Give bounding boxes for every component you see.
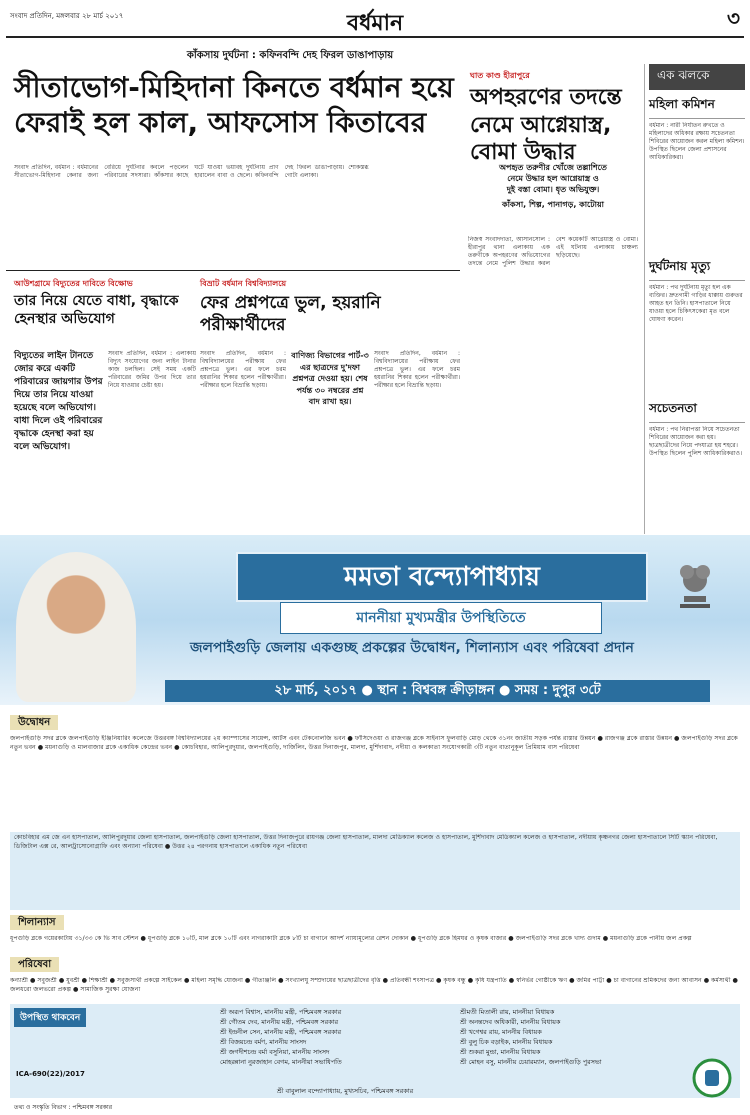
attendee: মোহরন্নানা নুরজাহান বেগম, মাননীয়া সভাধিপতি xyxy=(220,1057,342,1066)
sidebar-item xyxy=(649,258,745,394)
ad-tagline: জলপাইগুড়ি জেলায় একগুচ্ছ প্রকল্পের উদ্বোধন, শিলান্যাস এবং পরিষেবা প্রদান xyxy=(190,640,634,656)
sidebar-item xyxy=(649,400,745,536)
page-number: ৩ xyxy=(726,6,740,30)
biswa-bangla-logo-icon xyxy=(692,1058,732,1098)
story3-kicker: আউশগ্রামে বিদ্যুতের দাবিতে বিক্ষোভ xyxy=(14,279,133,288)
state-emblem-icon xyxy=(670,552,720,622)
story2-summary-line: নেমে উদ্ধার হল আগ্নেয়াস্ত্র ও xyxy=(507,174,599,184)
story2-body: নিজস্ব সংবাদদাতা, আসানসোল : হীরাপুর থানা এলাকায় এক তরুণীকে অপহরণের অভিযোগের তদন্তে নেমে পুলিশ উদ্ধার করল বেশ কয়েকটি আগ্নেয়াস্ত্র ও বোমা। এই ঘটনায় এলাকায় চাঞ্চল্য ছড়িয়েছে। xyxy=(468,236,638,268)
dept-credit: তথ্য ও সংস্কৃতি বিভাগ : পশ্চিমবঙ্গ সরকার xyxy=(14,1104,112,1111)
sidebar-title: এক ঝলকে xyxy=(649,64,745,90)
portrait-photo xyxy=(16,552,136,702)
ad-section-health xyxy=(10,832,740,910)
attendees-box xyxy=(10,1004,740,1098)
story4-headline: ফের প্রশ্নপত্রে ভুল, হয়রানি পরীক্ষার্থীদের xyxy=(200,293,381,336)
sidebar-item-body: বর্ধমান : নারী নির্যাতন রুখতে ও মহিলাদের অধিকার রক্ষায় সচেতনতা শিবিরের আয়োজন করল মহিলা কমিশন। উপস্থিত ছিলেন জেলা প্রশাসনের আধিকারিকরা। xyxy=(649,122,745,162)
attendee: শ্রীমতী মিতালী রায়, মাননীয়া বিধায়ক xyxy=(460,1008,555,1016)
story3-body: সংবাদ প্রতিদিন, বর্ধমান : এলাকায় বিদ্যুৎ সংযোগের জন্য লাইন টানার কাজ চলছিল। সেই সময় একটি পরিবারের জমির উপর দিয়ে তার নিয়ে যাওয়ার চেষ্টা হয়। xyxy=(108,350,196,390)
sidebar-item-head: দুর্ঘটনায় মৃত্যু xyxy=(649,258,745,281)
attendee: শ্রী খগেশ্বর রায়, মাননীয় বিধায়ক xyxy=(460,1027,542,1036)
story2-headline: অপহরণের তদন্তে নেমে আগ্নেয়াস্ত্র, বোমা উদ্ধার xyxy=(470,85,622,165)
sidebar xyxy=(644,64,745,534)
ad-section-inauguration xyxy=(10,710,740,835)
ica-code: ICA-690(22)/2017 xyxy=(16,1070,85,1078)
attendee: শ্রী বিজয়চন্দ্র বর্মণ, মাননীয় সাংসদ xyxy=(220,1037,307,1046)
story2-summary-line: অপহৃত তরুণীর খোঁজে তল্লাশিতে xyxy=(499,163,607,172)
section-body: জলপাইগুড়ি সদর ব্লকে জলপাইগুড়ি ইঞ্জিনিয়ারিং কলেজে উত্তরবঙ্গ বিশ্ববিদ্যালয়ের ২য় ক্যাম্পাসের সায়েন্স, আর্টস এবং টেকনোলজি ভবন ● ফাঁসিদেওয়া ও রাজগঞ্জ ব্লকে সাইনাস ফুলবাড়ি মোড় থেকে ৩১নং জাতীয় সড়ক পর্যন্ত রাস্তার উন্নয়ন ● রাজগঞ্জ ব্লকে রাস্তার উন্নয়ন ● জলপাইগুড়ি সদর ব্লকে নতুন ভবন ● ময়নাগুড়ি ও মালবাজার ব্লকে একাধিক কেন্দ্রের ভবন ● কোচবিহার, আলিপুরদুয়ার, জলপাইগুড়ি, দার্জিলিং, উত্তর দিনাজপুর, মালদা, মুর্শিদাবাদ, নদীয়া ও কলকাতা সংযোগকারী ৩টি নতুন বাতানুকূল প্রিমিয়াম বাস পরিষেবা xyxy=(10,735,738,751)
attendee: শ্রী বুলু চিক বড়াইক, মাননীয় বিধায়ক xyxy=(460,1037,553,1046)
section-body: ধূপগুড়ি ব্লকে গয়েরকাটায় ৩১/৩৩ কে ভি সাব স্টেশন ● ধূপগুড়ি ব্লকে ১০টি, মাল ব্লকে ১০টি এবং নাগরাকাটা ব্লকে ৮টি চা বাগানে আদর্শ ন্যায্যমূল্যের রেশন দোকান ● ধূপগুড়ি ব্লকে হিমঘর ও কৃষক বাজার ● জলপাইগুড়ি সদর ব্লকে খাদ্য গুদাম ● ময়নাগুড়ি ব্লকে পানীয় জল প্রকল্প xyxy=(10,935,692,942)
story4-callout: বাণিজ্য বিভাগের পার্ট-৩ এর ছাত্রদের দু'দফা প্রশ্নপত্র দেওয়া হয়। শেষ পর্যন্ত ৩০ নম্বরের প্রশ্ন বাদ রাখা হয়। xyxy=(291,351,369,407)
masthead: বর্ধমান xyxy=(346,11,404,36)
sidebar-item-head: সচেতনতা xyxy=(649,400,745,423)
section-label: পরিষেবা xyxy=(10,957,59,972)
mid-rule xyxy=(6,270,460,271)
section-body: কোচবিহার এম জে এন হাসপাতাল, আলিপুরদুয়ার জেলা হাসপাতাল, জলপাইগুড়ি জেলা হাসপাতাল, উত্তর দিনাজপুরে রায়গঞ্জ জেলা হাসপাতাল, মালদা মেডিক্যাল কলেজ ও হাসপাতাল, মুর্শিদাবাদ মেডিক্যাল কলেজ ও হাসপাতাল, নদীয়ায় কৃষ্ণনগর জেলা হাসপাতালে সিটি স্ক্যান পরিষেবা, ডিজিটাল এক্স রে, আলট্রাসোনোগ্রাফি এবং অন্যান্য পরিষেবা ● উত্তর ২৪ পরগনায় হাসপাতালে একাধিক নতুন পরিষেবা xyxy=(14,834,718,850)
sidebar-item-head: মহিলা কমিশন xyxy=(649,96,745,119)
header-date: সংবাদ প্রতিদিন, মঙ্গলবার ২৮ মার্চ ২০১৭ xyxy=(10,12,124,20)
story1-headline: সীতাভোগ-মিহিদানা কিনতে বর্ধমান হয়ে ফেরাই হল কাল, আফসোস কিতাবের xyxy=(14,71,454,139)
story1-kicker: কাঁকসায় দুর্ঘটনা : কফিনবন্দি দেহ ফিরল ডাঙাপাড়ায় xyxy=(186,50,394,61)
section-label: শিলান্যাস xyxy=(10,915,64,930)
sidebar-item-body: বর্ধমান : পথ দুর্ঘটনায় মৃত্যু হল এক ব্যক্তির। দ্রুতগামী গাড়ির ধাক্কায় গুরুতর আহত হন তিনি। হাসপাতালে নিয়ে যাওয়া হলে চিকিৎসকেরা মৃত বলে ঘোষণা করেন। xyxy=(649,284,743,324)
story4-body-a: সংবাদ প্রতিদিন, বর্ধমান : বিশ্ববিদ্যালয়ের পরীক্ষায় ফের প্রশ্নপত্রে ভুল। এর ফলে চরম হয়রানির শিকার হলেন পরীক্ষার্থীরা। পরীক্ষার হলে বিভ্রান্তি ছড়ায়। xyxy=(200,350,286,390)
section-label: উদ্বোধন xyxy=(10,715,58,730)
sidebar-item xyxy=(649,96,745,252)
story2-place: কাঁকসা, শিল্প, পানাগড়, কাটোয়া xyxy=(502,199,604,209)
story2-kicker: ঘাত কাণ্ড হীরাপুরে xyxy=(470,71,530,80)
attendee: শ্রী জগদীশচন্দ্র বর্মা বসুনিয়া, মাননীয় সাংসদ xyxy=(220,1047,330,1056)
attendee: শ্রী শুকরা মুন্ডা, মাননীয় বিধায়ক xyxy=(460,1047,541,1056)
story3-headline: তার নিয়ে যেতে বাধা, বৃদ্ধাকে হেনস্থার অভিযোগ xyxy=(14,293,179,328)
attendee: শ্রী অনন্তদেব অধিকারী, মাননীয় বিধায়ক xyxy=(460,1017,561,1026)
attendee: শ্রী গৌতম দেব, মাননীয় মন্ত্রী, পশ্চিমবঙ্গ সরকার xyxy=(220,1017,338,1026)
section-body: কন্যাশ্রী ● সবুজশ্রী ● যুবশ্রী ● শিক্ষাশ্রী ● সবুজসাথী প্রকল্পে সাইকেল ● মহিলা সমৃদ্ধি যোজনা ● গীতাঞ্জলি ● সংখ্যালঘু সম্প্রদায়ের ছাত্রছাত্রীদের বৃত্তি ● প্রতিবন্ধী শংসাপত্র ● কৃষক বন্ধু ● কৃষি যন্ত্রপাতি ● স্বনির্ভর গোষ্ঠীকে ঋণ ● জমির পাট্টা ● চা বাগানের শ্রমিকদের জন্য আবাসন ● কর্মসাথী ● জলধরো জলভরো প্রকল্প ● সামাজিক সুরক্ষা যোজনা xyxy=(10,977,738,993)
story1-body: সংবাদ প্রতিদিন, বর্ধমান : বর্ধমানের সীতাভোগ-মিহিদানা কেনার জন্য বেরিয়ে দুর্ঘটনার কবলে পড়লেন পরিবারের সদস্যরা। কাঁকসার কাছে ঘটে যাওয়া ভয়াবহ দুর্ঘটনায় প্রাণ হারালেন বাবা ও ছেলে। কফিনবন্দি দেহ ফিরল ডাঙাপাড়ায়। শোকস্তব্ধ গোটা এলাকা। xyxy=(14,164,369,180)
chief-secretary: শ্রী বাবুলাল বন্দ্যোপাধ্যায়, মুখ্যসচিব, পশ্চিমবঙ্গ সরকার xyxy=(276,1087,414,1095)
story4-kicker: বিভ্রাট বর্ধমান বিশ্ববিদ্যালয়ে xyxy=(200,279,287,288)
attendee: শ্রী অরূপ বিশ্বাস, মাননীয় মন্ত্রী, পশ্চিমবঙ্গ সরকার xyxy=(220,1008,342,1016)
sidebar-item-body: বর্ধমান : পথ নিরাপত্তা নিয়ে সচেতনতা শিবিরের আয়োজন করা হয়। ছাত্রছাত্রীদের নিয়ে পদযাত্রা হয় শহরে। উপস্থিত ছিলেন পুলিশ আধিকারিকরাও। xyxy=(649,426,743,458)
ad-datebar: ২৮ মার্চ, ২০১৭ ● স্থান : বিশ্ববঙ্গ ক্রীড়াঙ্গন ● সময় : দুপুর ৩টে xyxy=(165,680,710,702)
story3-callout: বিদ্যুতের লাইন টানতে জোর করে একটি পরিবারের জায়গার উপর দিয়ে তার নিয়ে যাওয়া হয়েছে বলে অভিযোগ। বাধা দিলে ওই পরিবারের বৃদ্ধাকে হেনস্থা করা হয় বলে অভিযোগ। xyxy=(14,351,103,453)
attendee: শ্রী ইন্দ্রনীল সেন, মাননীয় মন্ত্রী, পশ্চিমবঙ্গ সরকার xyxy=(220,1027,342,1036)
ad-subhead: মাননীয়া মুখ্যমন্ত্রীর উপস্থিতিতে xyxy=(280,602,602,634)
ad-name: মমতা বন্দ্যোপাধ্যায় xyxy=(236,552,648,602)
story2-summary-line: দুই বস্তা বোমা। ধৃত অভিযুক্ত। xyxy=(506,185,600,195)
story2-summary xyxy=(468,162,638,226)
header-rule xyxy=(6,36,744,38)
attendees-left xyxy=(220,1008,450,1068)
attendees-label: উপস্থিত থাকবেন xyxy=(14,1008,86,1027)
attendee: শ্রী মোহন বসু, মাননীয় চেয়ারম্যান, জলপাইগুড়ি পুরসভা xyxy=(460,1057,602,1066)
attendees-right xyxy=(460,1008,660,1068)
story4-body-b: সংবাদ প্রতিদিন, বর্ধমান : বিশ্ববিদ্যালয়ের পরীক্ষায় ফের প্রশ্নপত্রে ভুল। এর ফলে চরম হয়রানির শিকার হলেন পরীক্ষার্থীরা। পরীক্ষার হলে বিভ্রান্তি ছড়ায়। xyxy=(374,350,460,390)
